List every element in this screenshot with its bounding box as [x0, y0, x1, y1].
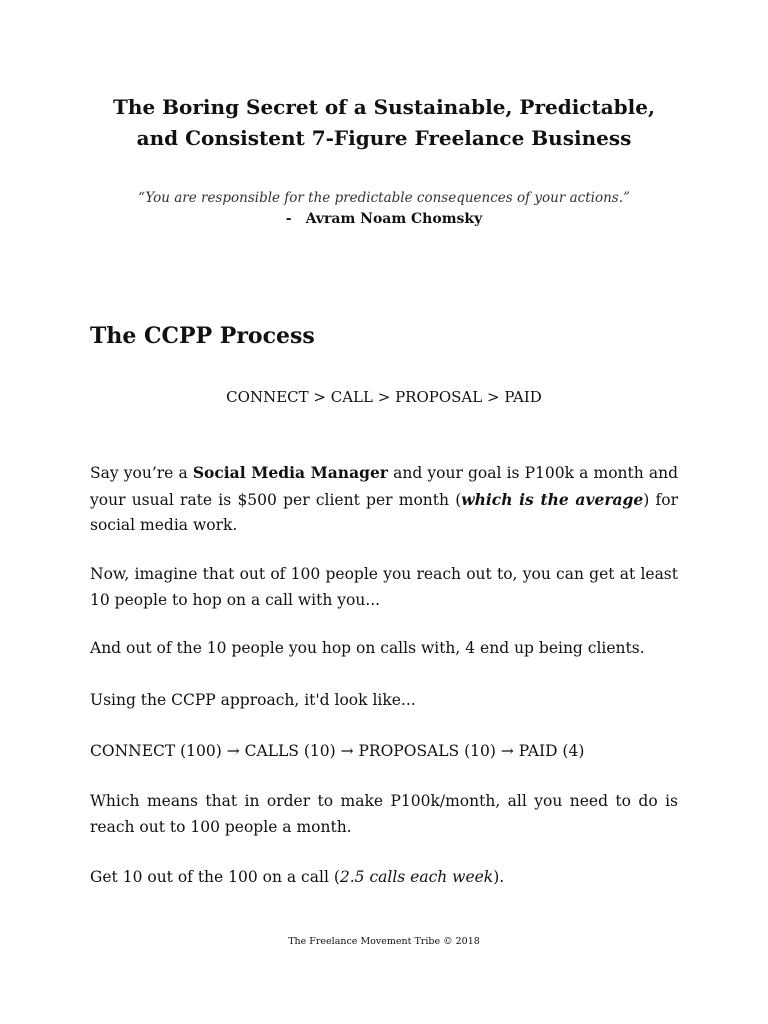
p7-calls-emphasis: 2.5 calls each week: [339, 868, 494, 886]
p1-average-emphasis: which is the average: [461, 489, 644, 509]
page-footer: The Freelance Movement Tribe © 2018: [288, 936, 480, 947]
paragraph-scenario: [90, 460, 678, 539]
title-line-1: The Boring Secret of a Sustainable, Predictable,: [113, 95, 655, 119]
p1-text-e: ) for social media work.: [90, 490, 678, 534]
process-steps: CONNECT > CALL > PROPOSAL > PAID: [226, 388, 542, 406]
p1-text-c: and your goal is P100k a month and your usual rate is $500 per client per month (: [90, 464, 679, 509]
attribution-dash: -: [285, 211, 292, 227]
epigraph-attribution: [0, 209, 768, 229]
paragraph-clients: And out of the 10 people you hop on calls with, 4 end up being clients.: [90, 639, 645, 657]
paragraph-calls: [90, 865, 678, 891]
paragraph-funnel: CONNECT (100) → CALLS (10) → PROPOSALS (10) → PAID (4): [90, 742, 585, 760]
section-heading: The CCPP Process: [90, 323, 315, 349]
epigraph-quote: “You are responsible for the predictable consequences of your actions.”: [138, 190, 630, 206]
p7-text-a: Get 10 out of the 100 on a call (: [90, 868, 340, 886]
paragraph-approach: Using the CCPP approach, it'd look like...: [90, 691, 416, 709]
p1-text-a: Say you’re a: [90, 464, 193, 482]
paragraph-means: Which means that in order to make P100k/month, all you need to do is reach out to 100 people a month.: [90, 792, 678, 836]
title-line-2: and Consistent 7-Figure Freelance Business: [136, 126, 632, 150]
document-title: [0, 92, 768, 154]
p1-role-bold: Social Media Manager: [192, 463, 388, 482]
paragraph-imagine: Now, imagine that out of 100 people you reach out to, you can get at least 10 people to hop on a call with you...: [90, 565, 678, 609]
attribution-author: Avram Noam Chomsky: [305, 211, 483, 227]
p7-text-c: ).: [493, 868, 505, 886]
